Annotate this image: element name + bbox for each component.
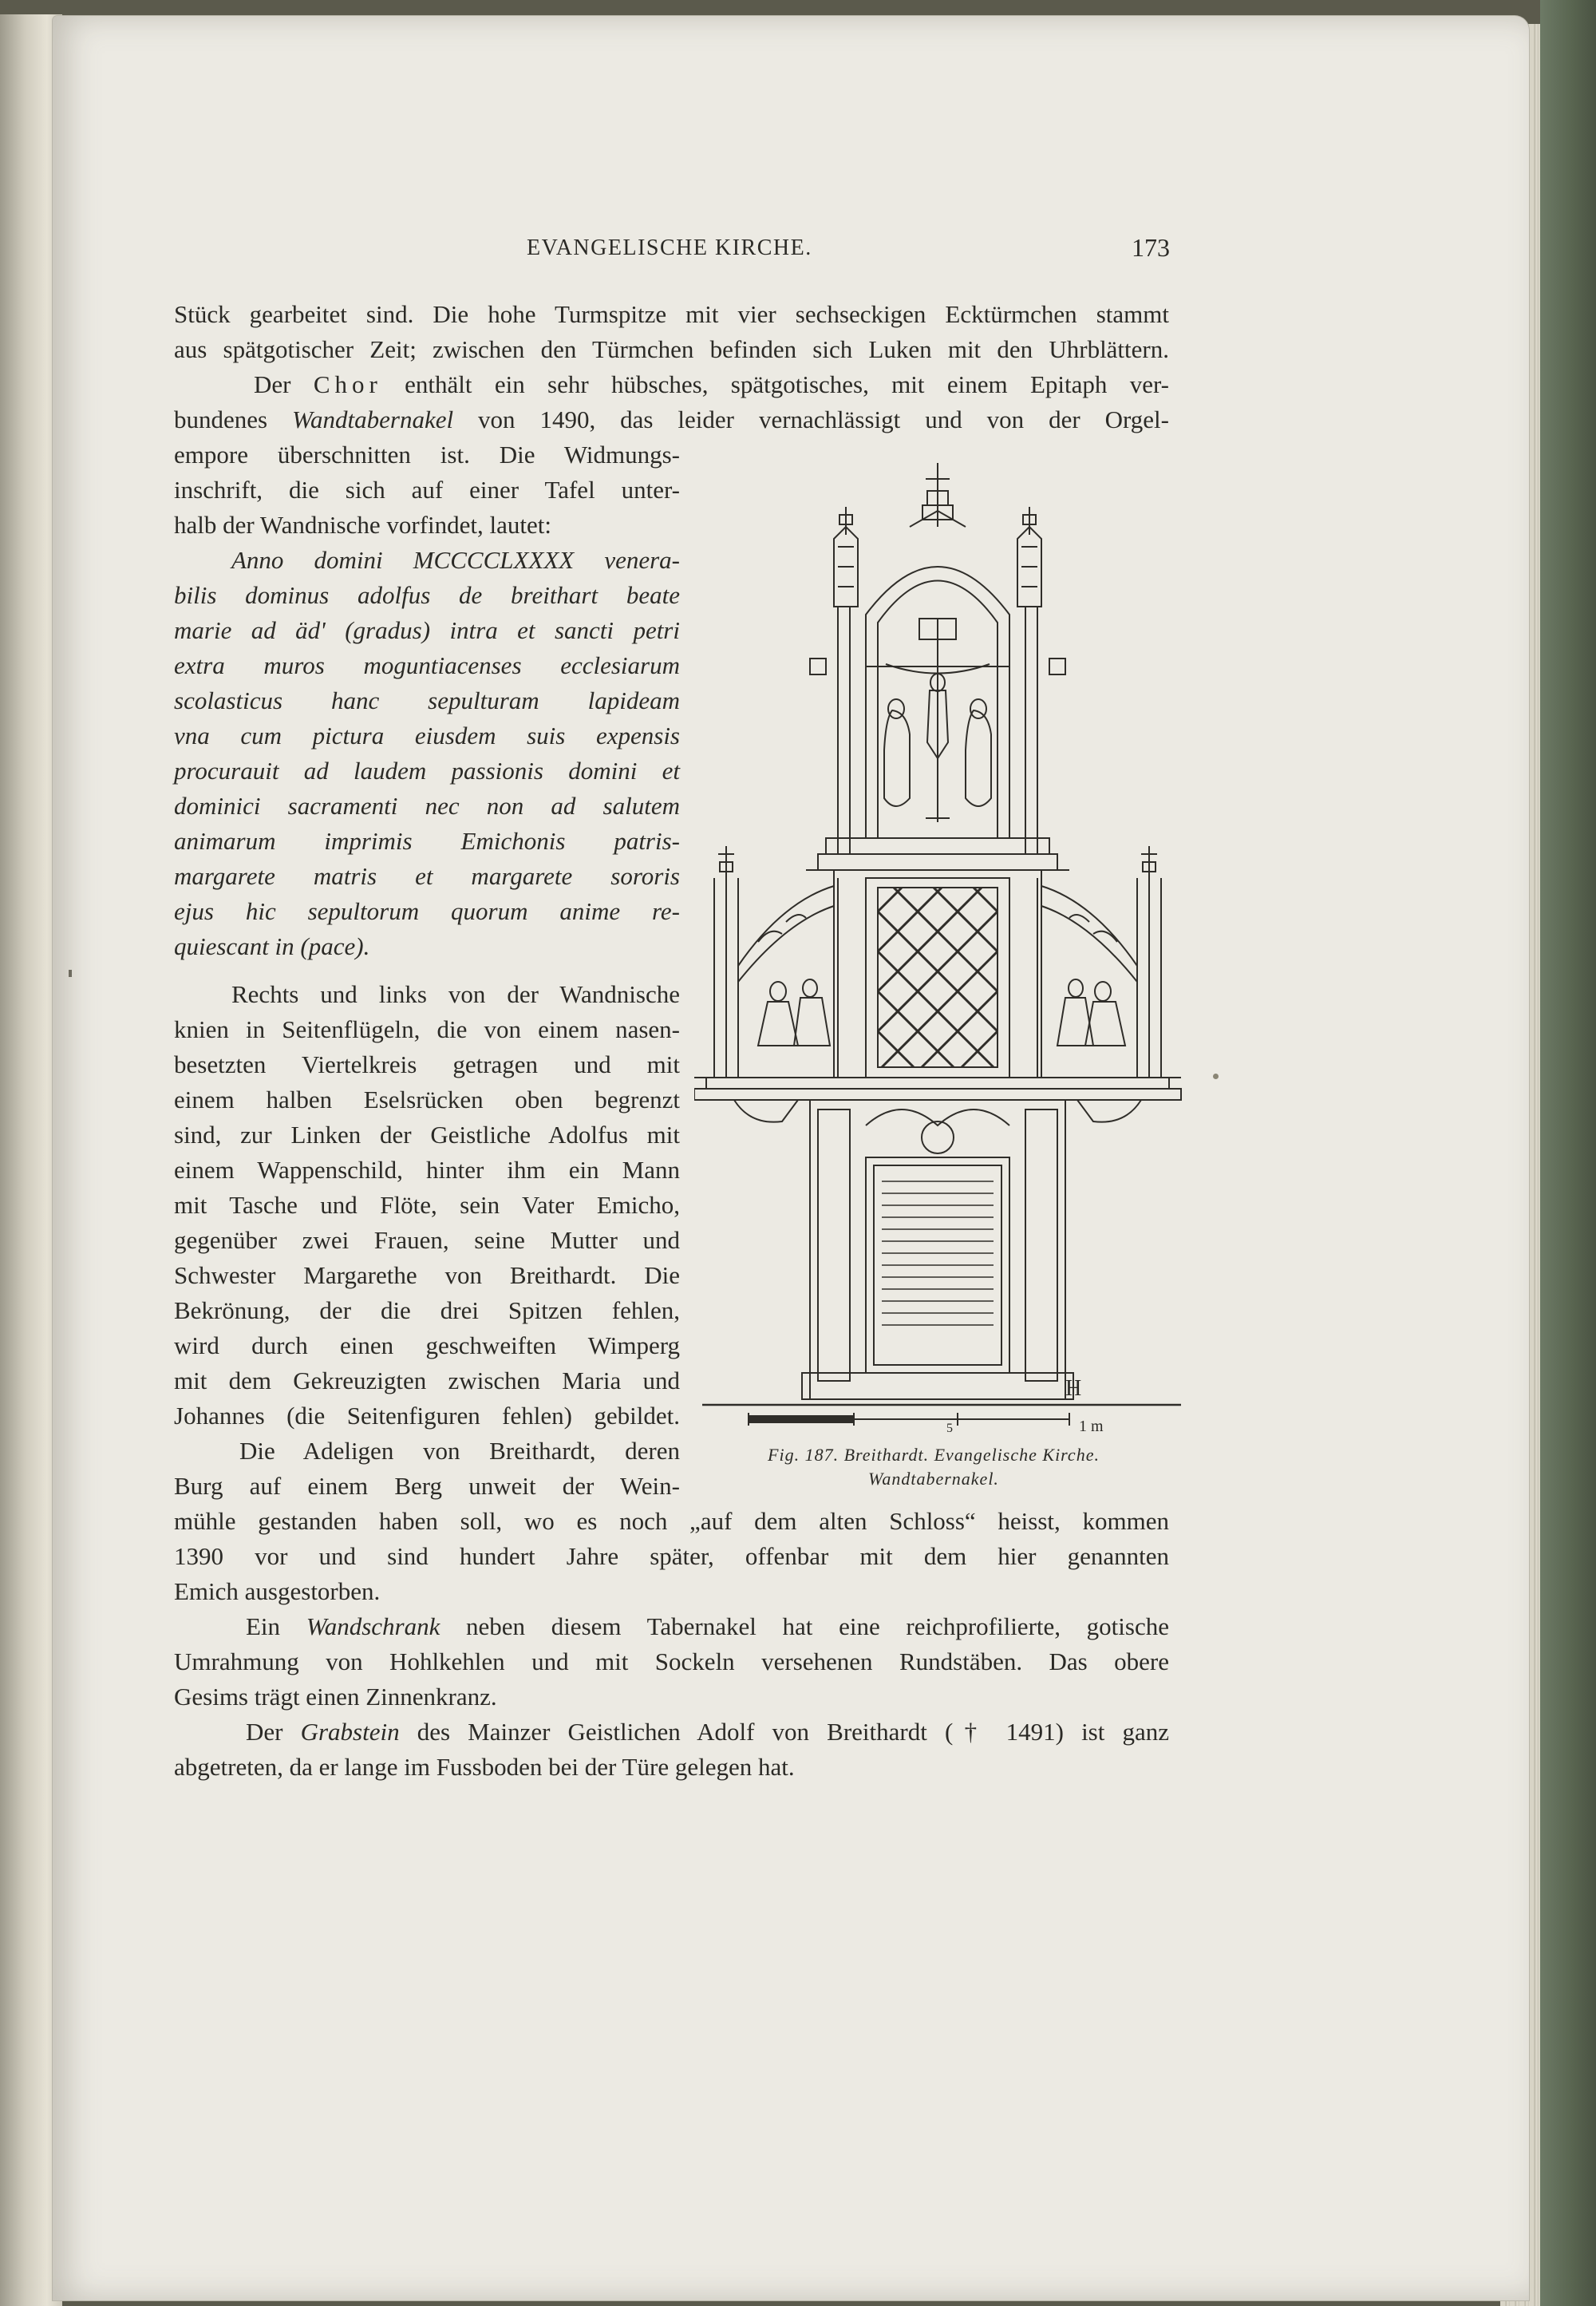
inscription-line: dominici sacramenti nec non ad salutem bbox=[174, 792, 680, 820]
text-line: empore überschnitten ist. Die Widmungs- bbox=[174, 441, 680, 469]
inscription-line: marie ad äd' (gradus) intra et sancti petri bbox=[174, 616, 680, 644]
figure-caption: Fig. 187. Breithardt. Evangelische Kirche. bbox=[768, 1445, 1100, 1465]
margin-mark bbox=[69, 970, 72, 977]
tabernacle-illustration bbox=[694, 455, 1189, 1445]
corbel-right bbox=[1049, 659, 1065, 674]
text-line: Burg auf einem Berg unweit der Wein- bbox=[174, 1472, 680, 1500]
text-line: bundenes Wandtabernakel von 1490, das leider vernachlässigt und von der Orgel- bbox=[174, 405, 1169, 433]
ink-spot bbox=[1213, 1074, 1219, 1079]
right-wing bbox=[1041, 846, 1161, 1078]
text-line: Umrahmung von Hohlkehlen und mit Sockeln versehenen Rundstäben. Das obere bbox=[174, 1647, 1169, 1675]
crucifixion-niche bbox=[838, 567, 1037, 854]
text-line: knien in Seitenflügeln, die von einem nasen- bbox=[174, 1015, 680, 1043]
inscription-line: animarum imprimis Emichonis patris- bbox=[174, 827, 680, 855]
text-line: einem halben Eselsrücken oben begrenzt bbox=[174, 1086, 680, 1113]
central-finial bbox=[910, 463, 966, 527]
left-wing bbox=[714, 846, 834, 1078]
text-line: gegenüber zwei Frauen, seine Mutter und bbox=[174, 1226, 680, 1254]
text-line: Schwester Margarethe von Breithardt. Die bbox=[174, 1261, 680, 1289]
inscription-line: bilis dominus adolfus de breithart beate bbox=[174, 581, 680, 609]
inscription-line: extra muros moguntiacenses ecclesiarum bbox=[174, 651, 680, 679]
text-line: Stück gearbeitet sind. Die hohe Turmspitze mit vier sechseckigen Ecktürmchen stammt bbox=[174, 300, 1169, 328]
left-pinnacle bbox=[834, 507, 858, 607]
inscription-line: Anno domini MCCCCLXXXX venera- bbox=[231, 546, 680, 574]
text-line: Johannes (die Seitenfiguren fehlen) gebildet. bbox=[174, 1402, 680, 1430]
corbel-left bbox=[810, 659, 826, 674]
text-line: Der Grabstein des Mainzer Geistlichen Adolf von Breithardt († 1491) ist ganz bbox=[246, 1718, 1169, 1746]
text-line: Emich ausgestorben. bbox=[174, 1577, 381, 1605]
scale-bar bbox=[749, 1413, 1069, 1426]
scale-label-end: 1 m bbox=[1079, 1418, 1104, 1435]
page-number: 173 bbox=[1132, 233, 1170, 262]
inscription-line: margarete matris et margarete sororis bbox=[174, 862, 680, 890]
text-line: halb der Wandnische vorfindet, lautet: bbox=[174, 511, 551, 539]
text-line: Rechts und links von der Wandnische bbox=[231, 980, 680, 1008]
running-head: EVANGELISCHE KIRCHE. bbox=[527, 235, 812, 260]
artist-monogram: H bbox=[1065, 1376, 1082, 1401]
text-line: aus spätgotischer Zeit; zwischen den Türmchen befinden sich Luken mit den Uhrblättern. bbox=[174, 335, 1169, 363]
inscription-line: scolasticus hanc sepulturam lapideam bbox=[174, 686, 680, 714]
text-line: Ein Wandschrank neben diesem Tabernakel hat eine reichprofilierte, gotische bbox=[246, 1612, 1169, 1640]
text-line: Bekrönung, der die drei Spitzen fehlen, bbox=[174, 1296, 680, 1324]
inscription-line: procurauit ad laudem passionis domini et bbox=[174, 757, 680, 785]
inscription-line: ejus hic sepultorum quorum anime re- bbox=[174, 897, 680, 925]
right-pinnacle bbox=[1017, 507, 1041, 607]
epitaph-base bbox=[802, 1100, 1073, 1399]
text-line: wird durch einen geschweiften Wimperg bbox=[174, 1331, 680, 1359]
text-line: sind, zur Linken der Geistliche Adolfus mit bbox=[174, 1121, 680, 1149]
text-line: Der Chor enthält ein sehr hübsches, spätgotisches, mit einem Epitaph ver- bbox=[254, 370, 1169, 398]
text-line: 1390 vor und sind hundert Jahre später, offenbar mit dem hier genannten bbox=[174, 1542, 1169, 1570]
text-line: Die Adeligen von Breithardt, deren bbox=[239, 1437, 680, 1465]
text-line: Gesims trägt einen Zinnenkranz. bbox=[174, 1683, 497, 1711]
text-line: mühle gestanden haben soll, wo es noch „auf dem alten Schloss“ heisst, kommen bbox=[174, 1507, 1169, 1535]
text-line: inschrift, die sich auf einer Tafel unter- bbox=[174, 476, 680, 504]
lattice-door bbox=[834, 870, 1041, 1078]
text-line: besetzten Viertelkreis getragen und mit bbox=[174, 1050, 680, 1078]
text-line: mit Tasche und Flöte, sein Vater Emicho, bbox=[174, 1191, 680, 1219]
inscription-line: vna cum pictura eiusdem suis expensis bbox=[174, 722, 680, 750]
book-cover-edge bbox=[1540, 0, 1596, 2306]
figure-caption-subtitle: Wandtabernakel. bbox=[868, 1469, 999, 1489]
scale-label-mid: 5 bbox=[946, 1422, 953, 1435]
middle-cornice bbox=[806, 838, 1069, 870]
text-line: einem Wappenschild, hinter ihm ein Mann bbox=[174, 1156, 680, 1184]
text-line: abgetreten, da er lange im Fussboden bei der Türe gelegen hat. bbox=[174, 1753, 795, 1781]
inscription-line: quiescant in (pace). bbox=[174, 932, 370, 960]
text-line: mit dem Gekreuzigten zwischen Maria und bbox=[174, 1367, 680, 1394]
